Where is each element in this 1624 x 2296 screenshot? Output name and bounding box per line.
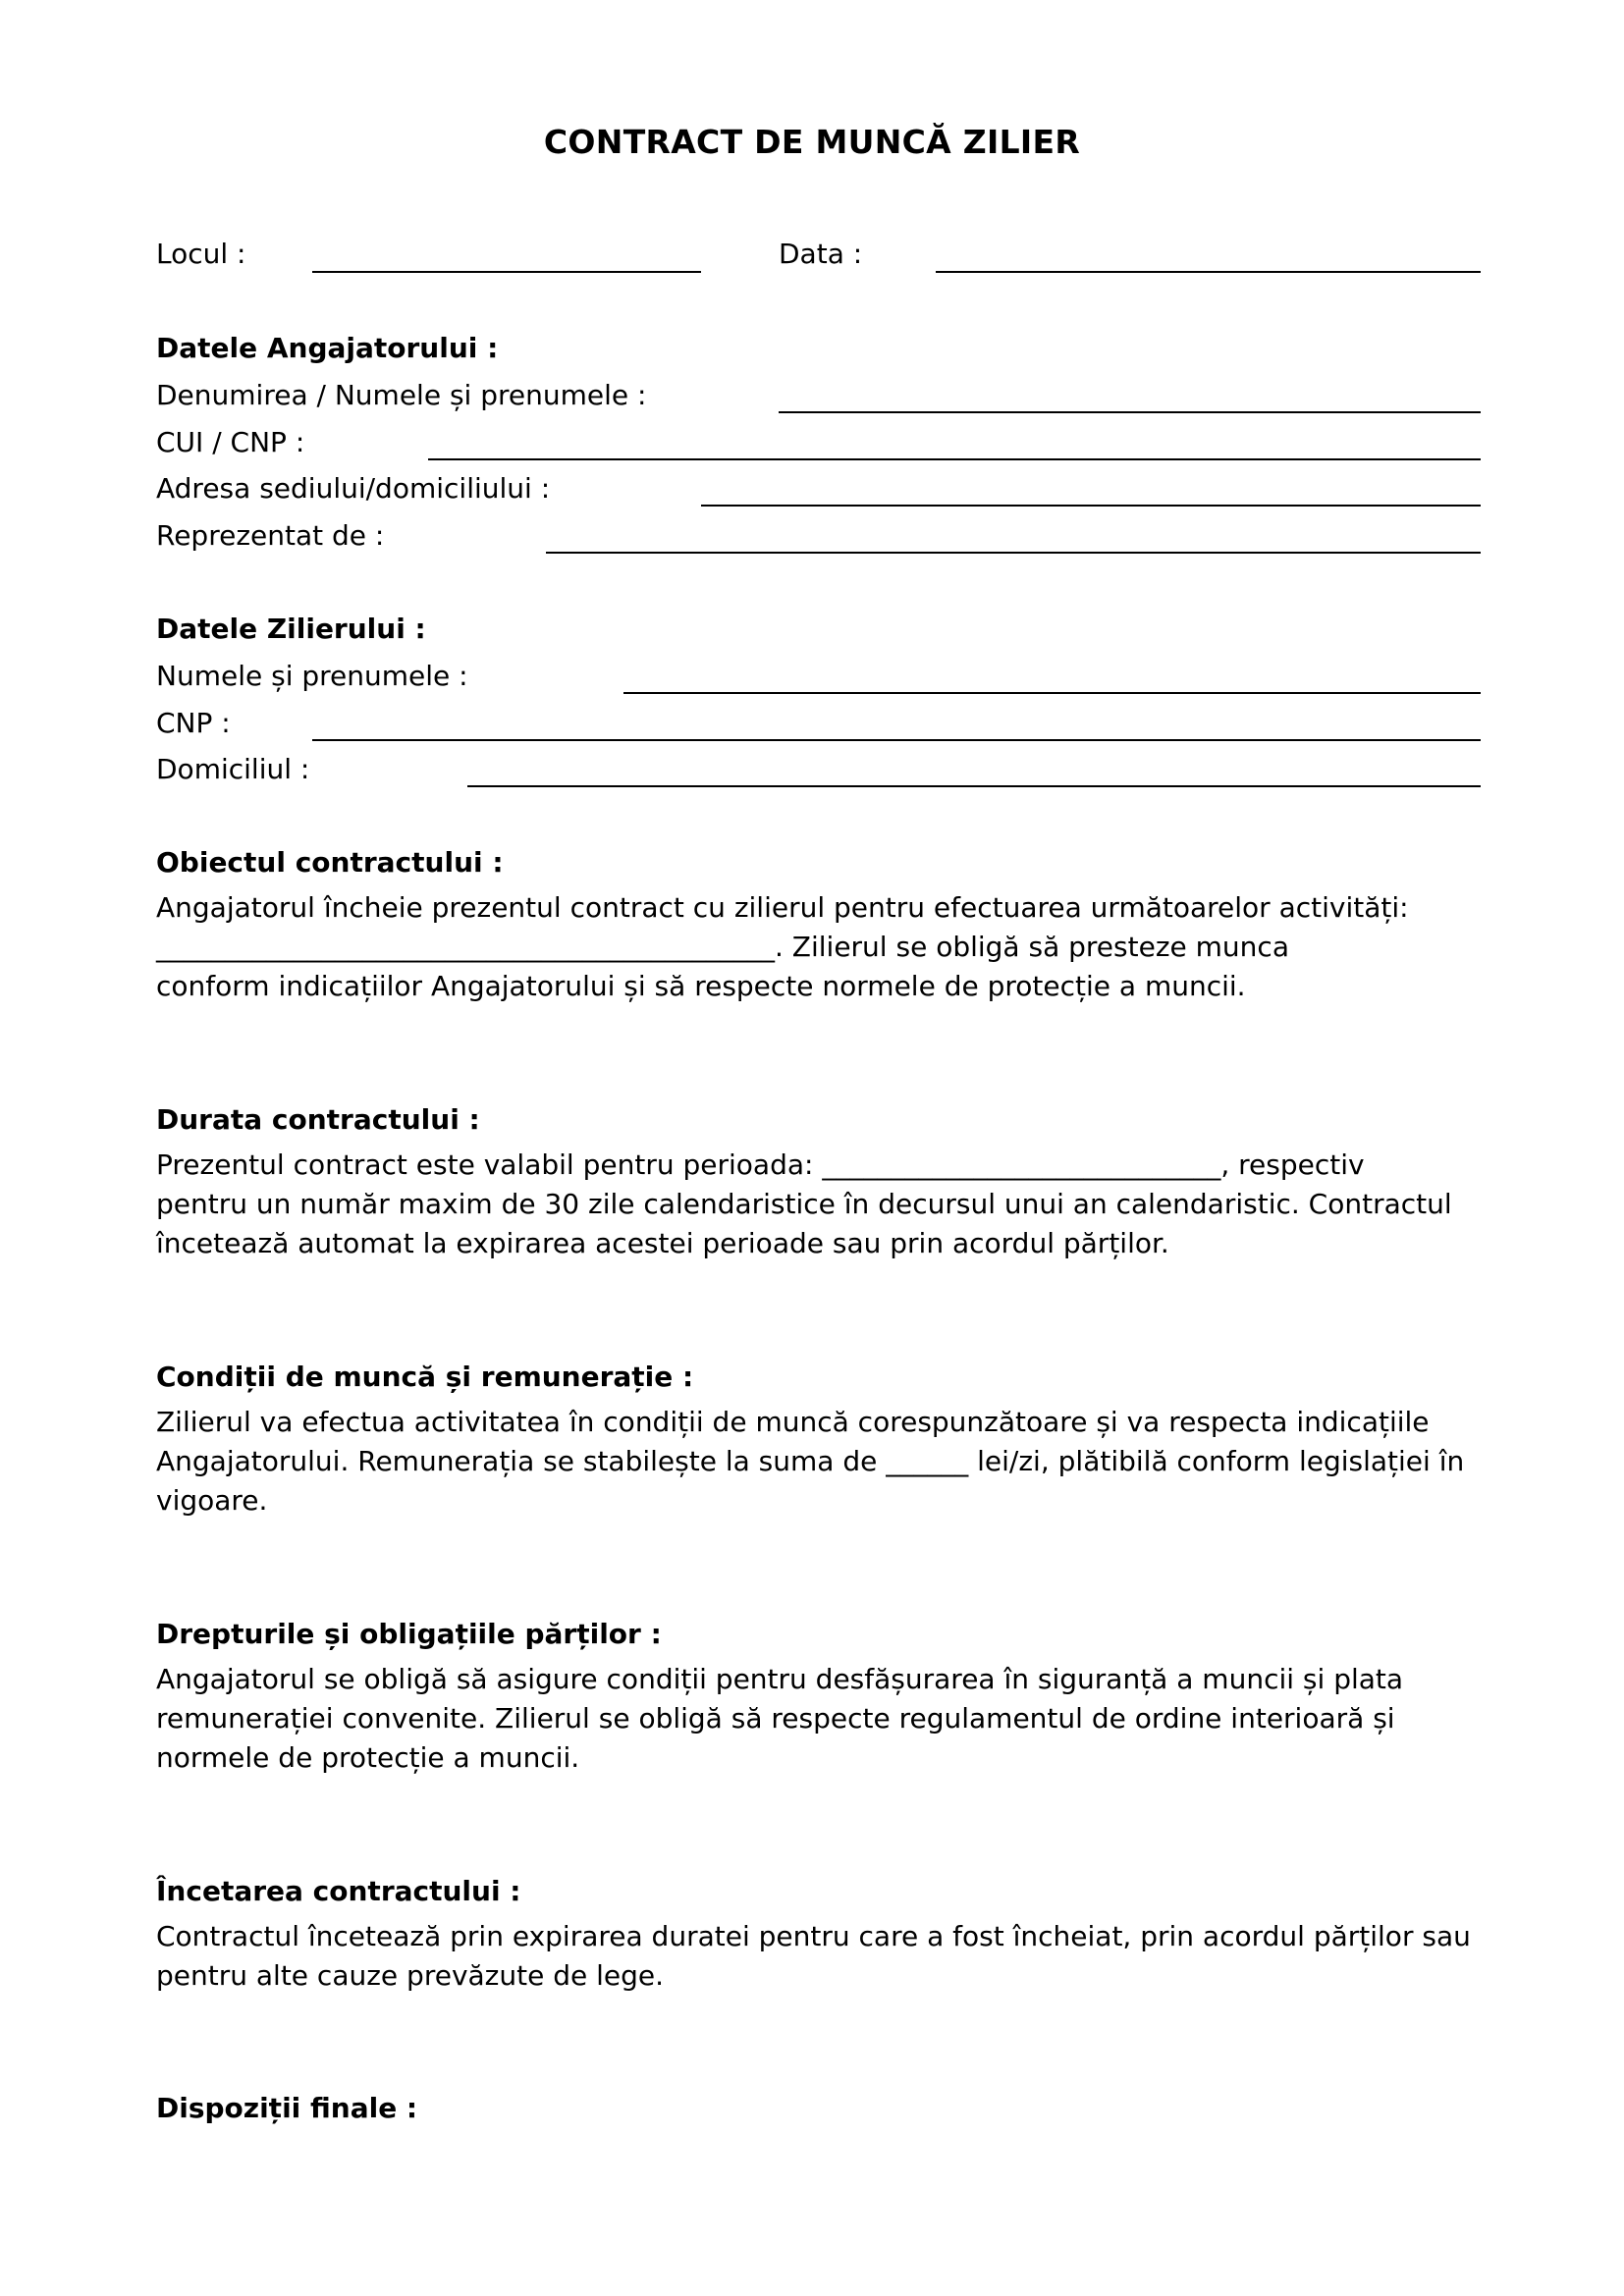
employer-cui-label: CUI / CNP : — [156, 426, 305, 458]
employer-name-field[interactable] — [779, 411, 1481, 413]
paragraph-line: remunerației convenite. Zilierul se obligă să respecte regulamentul de ordine interioară și — [156, 1702, 1395, 1735]
rights-paragraph — [156, 1660, 1491, 1778]
rights-heading: Drepturile și obligațiile părților : — [156, 1618, 662, 1650]
document-title: CONTRACT DE MUNCĂ ZILIER — [543, 123, 1081, 161]
employer-cui-field[interactable] — [428, 458, 1481, 460]
employer-representative-label: Reprezentat de : — [156, 519, 385, 552]
paragraph-line: Angajatorului. Remunerația se stabilește la suma de ______ lei/zi, plătibilă conform legislației în — [156, 1445, 1465, 1477]
employer-address-field[interactable] — [701, 505, 1481, 507]
conditions-paragraph — [156, 1403, 1491, 1521]
conditions-heading: Condiții de muncă și remunerație : — [156, 1361, 694, 1393]
paragraph-line: Angajatorul încheie prezentul contract cu zilierul pentru efectuarea următoarelor activități: — [156, 891, 1409, 924]
worker-name-label: Numele și prenumele : — [156, 660, 468, 692]
employer-name-label: Denumirea / Numele și prenumele : — [156, 379, 647, 411]
termination-heading: Încetarea contractului : — [156, 1875, 521, 1907]
worker-cnp-label: CNP : — [156, 707, 231, 739]
paragraph-line: _____________________________________________. Zilierul se obligă să presteze munca — [156, 931, 1289, 963]
paragraph-line: Angajatorul se obligă să asigure condiții pentru desfășurarea în siguranță a muncii și plata — [156, 1663, 1404, 1695]
paragraph-line: încetează automat la expirarea acestei perioade sau prin acordul părților. — [156, 1227, 1169, 1259]
object-paragraph — [156, 888, 1491, 1006]
worker-address-label: Domiciliul : — [156, 753, 310, 785]
duration-heading: Durata contractului : — [156, 1103, 480, 1136]
termination-paragraph — [156, 1917, 1491, 1996]
date-label: Data : — [779, 238, 863, 270]
paragraph-line: pentru un număr maxim de 30 zile calendaristice în decursul unui an calendaristic. Contractul — [156, 1188, 1452, 1220]
worker-name-field[interactable] — [623, 692, 1481, 694]
employer-representative-field[interactable] — [546, 552, 1481, 554]
date-field[interactable] — [936, 271, 1481, 273]
paragraph-line: vigoare. — [156, 1484, 268, 1517]
place-label: Locul : — [156, 238, 246, 270]
employer-address-label: Adresa sediului/domiciliului : — [156, 472, 551, 505]
paragraph-line: Prezentul contract este valabil pentru perioada: _____________________________, respectiv — [156, 1148, 1365, 1181]
worker-cnp-field[interactable] — [312, 739, 1481, 741]
duration-paragraph — [156, 1146, 1491, 1263]
paragraph-line: pentru alte cauze prevăzute de lege. — [156, 1959, 665, 1992]
paragraph-line: conform indicațiilor Angajatorului și să respecte normele de protecție a muncii. — [156, 970, 1246, 1002]
paragraph-line: Zilierul va efectua activitatea în condiții de muncă corespunzătoare și va respecta indicațiile — [156, 1406, 1430, 1438]
worker-address-field[interactable] — [467, 785, 1481, 787]
worker-heading: Datele Zilierului : — [156, 613, 426, 645]
paragraph-line: Contractul încetează prin expirarea duratei pentru care a fost încheiat, prin acordul părților sau — [156, 1920, 1471, 1952]
paragraph-line: normele de protecție a muncii. — [156, 1741, 580, 1774]
employer-heading: Datele Angajatorului : — [156, 332, 499, 364]
place-field[interactable] — [312, 271, 701, 273]
object-heading: Obiectul contractului : — [156, 846, 504, 879]
final-provisions-heading: Dispoziții finale : — [156, 2092, 418, 2124]
